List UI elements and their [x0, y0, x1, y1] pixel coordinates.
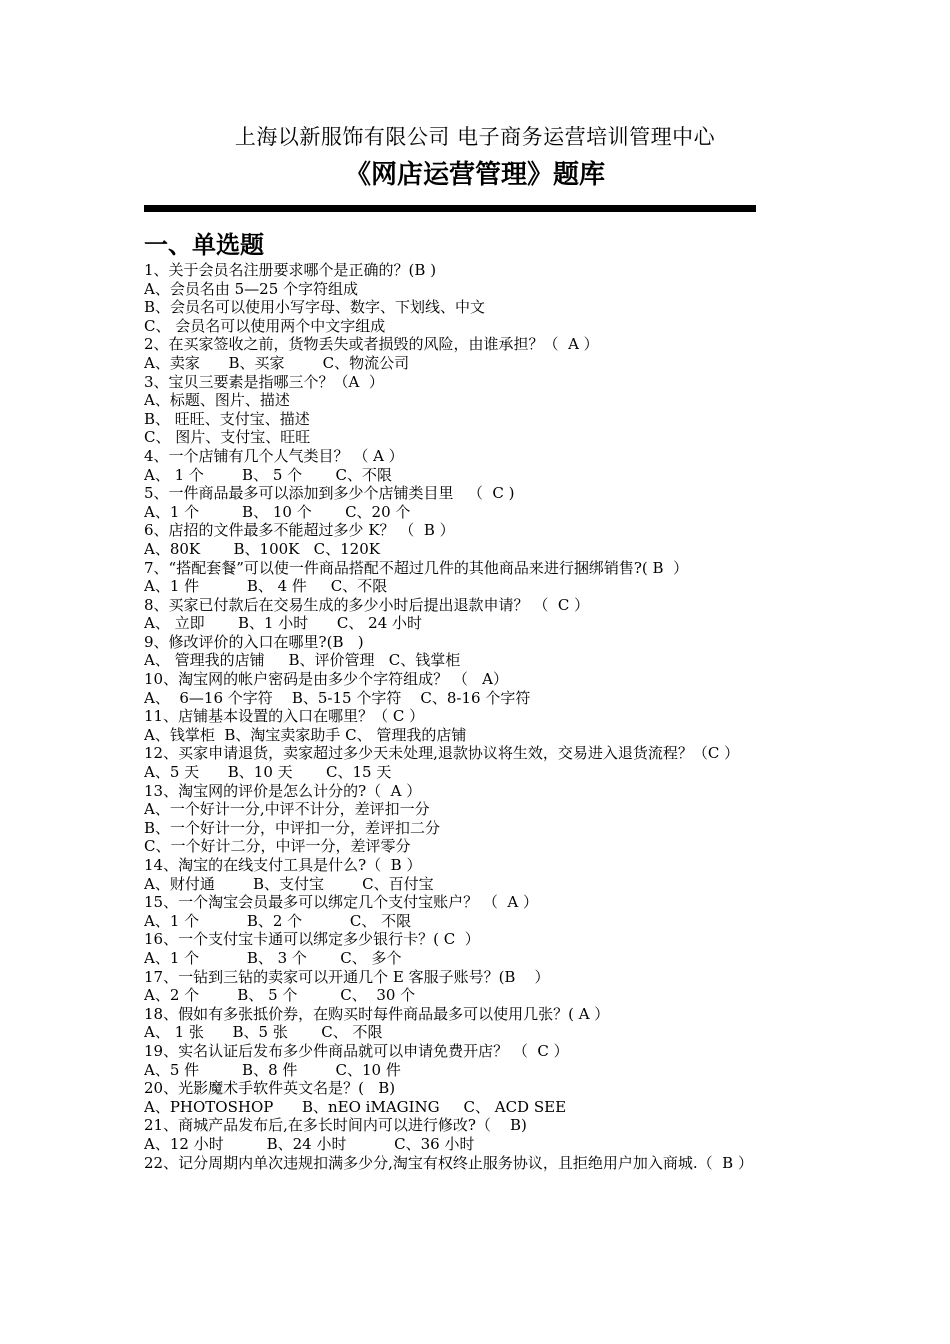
question-text: 9、修改评价的入口在哪里?(B ) — [144, 632, 364, 651]
answer-options: A、1 个 B、 3 个 C、 多个 — [144, 948, 402, 967]
answer-options: A、5 件 B、8 件 C、10 件 — [144, 1060, 401, 1079]
question-text: 10、淘宝网的帐户密码是由多少个字符组成？ （ A） — [144, 670, 508, 689]
question-text: 4、一个店铺有几个人气类目？ （ A ） — [144, 446, 404, 465]
question-text: 17、一钻到三钻的卖家可以开通几个 E 客服子账号？(B ） — [144, 967, 550, 986]
question-text: 7、“搭配套餐”可以使一件商品搭配不超过几件的其他商品来进行捆绑销售?( B ） — [144, 558, 689, 577]
answer-options: A、卖家 B、买家 C、物流公司 — [144, 353, 410, 372]
answer-options: A、财付通 B、支付宝 C、百付宝 — [144, 874, 434, 893]
answer-options: A、2 个 B、 5 个 C、 30 个 — [144, 986, 416, 1005]
answer-options: A、 管理我的店铺 B、评价管理 C、钱掌柜 — [144, 651, 461, 670]
answer-options: A、1 个 B、2 个 C、 不限 — [144, 911, 412, 930]
answer-options: A、 6—16 个字符 B、5-15 个字符 C、8-16 个字符 — [144, 688, 531, 707]
answer-options: A、会员名由 5—25 个字符组成 — [144, 279, 359, 298]
answer-options: A、 立即 B、1 小时 C、 24 小时 — [144, 614, 423, 633]
answer-options: C、 会员名可以使用两个中文字组成 — [144, 316, 386, 335]
answer-options: A、一个好计一分,中评不计分，差评扣一分 — [144, 800, 430, 819]
question-text: 13、淘宝网的评价是怎么计分的?（ A ） — [144, 781, 422, 800]
answer-options: A、1 个 B、 10 个 C、20 个 — [144, 502, 411, 521]
question-text: 11、店铺基本设置的入口在哪里？（ C ） — [144, 707, 425, 726]
answer-options: A、 1 个 B、 5 个 C、不限 — [144, 465, 393, 484]
answer-options: C、一个好计二分，中评一分，差评零分 — [144, 837, 411, 856]
question-text: 2、在买家签收之前，货物丢失或者损毁的风险，由谁承担？（ A ） — [144, 335, 599, 354]
answer-options: A、12 小时 B、24 小时 C、36 小时 — [144, 1134, 475, 1153]
answer-options: A、标题、图片、描述 — [144, 391, 290, 410]
company-header: 上海以新服饰有限公司 电子商务运营培训管理中心 — [234, 125, 716, 149]
answer-options: A、PHOTOSHOP B、nEO iMAGING C、 ACD SEE — [144, 1097, 567, 1116]
question-text: 1、关于会员名注册要求哪个是正确的？(B ) — [144, 261, 437, 279]
question-text: 6、店招的文件最多不能超过多少 K？ （ B ） — [144, 521, 455, 540]
answer-options: C、 图片、支付宝、旺旺 — [144, 428, 311, 447]
question-text: 21、商城产品发布后,在多长时间内可以进行修改?（ B) — [144, 1116, 527, 1135]
answer-options: A、5 天 B、10 天 C、15 天 — [144, 763, 392, 782]
answer-options: A、80K B、100K C、120K — [144, 539, 380, 558]
title-divider — [144, 205, 756, 212]
answer-options: B、一个好计一分，中评扣一分，差评扣二分 — [144, 818, 441, 837]
answer-options: A、1 件 B、 4 件 C、不限 — [144, 577, 388, 596]
question-text: 22、记分周期内单次违规扣满多少分,淘宝有权终止服务协议，且拒绝用户加入商城.（ B ） — [144, 1153, 753, 1172]
question-text: 20、光影魔术手软件英文名是？( B) — [144, 1079, 396, 1098]
answer-options: A、 1 张 B、5 张 C、 不限 — [144, 1023, 383, 1042]
answer-options: B、会员名可以使用小写字母、数字、下划线、中文 — [144, 298, 486, 317]
question-text: 18、假如有多张抵价券，在购买时每件商品最多可以使用几张？( A ） — [144, 1004, 610, 1023]
document-title: 《网店运营管理》题库 — [344, 160, 605, 190]
section-heading: 一、单选题 — [144, 230, 264, 259]
question-text: 19、实名认证后发布多少件商品就可以申请免费开店？ （ C ） — [144, 1041, 569, 1060]
question-text: 12、买家申请退货，卖家超过多少天未处理,退款协议将生效，交易进入退货流程？（C ） — [144, 744, 740, 763]
answer-options: B、 旺旺、支付宝、描述 — [144, 409, 310, 428]
question-text: 8、买家已付款后在交易生成的多少小时后提出退款申请？ （ C ） — [144, 595, 590, 614]
question-text: 5、一件商品最多可以添加到多少个店铺类目里 （ C ) — [144, 484, 515, 503]
question-text: 3、宝贝三要素是指哪三个？（A ） — [144, 372, 384, 391]
answer-options: A、钱掌柜 B、淘宝卖家助手 C、 管理我的店铺 — [144, 725, 467, 744]
question-list — [144, 261, 812, 1172]
question-text: 15、一个淘宝会员最多可以绑定几个支付宝账户？ （ A ） — [144, 893, 538, 912]
question-text: 14、淘宝的在线支付工具是什么?（ B ） — [144, 856, 422, 874]
question-text: 16、一个支付宝卡通可以绑定多少银行卡？( C ） — [144, 930, 480, 949]
